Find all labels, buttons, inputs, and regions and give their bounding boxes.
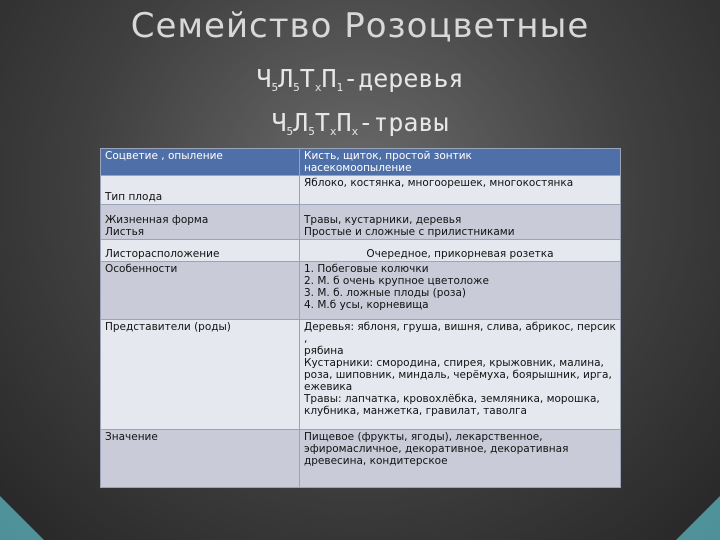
table-row <box>101 149 621 176</box>
value-line: Пищевое (фрукты, ягоды), лекарственное, <box>304 431 543 443</box>
value-line: 3. М. б. ложные плоды (роза) <box>304 287 466 299</box>
table-row <box>101 320 621 430</box>
label-line: Жизненная форма <box>105 214 209 226</box>
value-line: ежевика <box>304 381 353 393</box>
value-line: 2. М. б очень крупное цветоложе <box>304 275 489 287</box>
row-value: Очередное, прикорневая розетка <box>300 240 621 262</box>
family-characteristics-table <box>100 148 621 488</box>
row-label: Тип плода <box>101 176 300 205</box>
formula-symbol: Т <box>314 108 330 137</box>
decorative-corner-right <box>676 496 720 540</box>
table-row <box>101 240 621 262</box>
value-line: 4. М.б усы, корневища <box>304 299 429 311</box>
value-line: эфиромасличное, декоративное, декоративная <box>304 443 569 455</box>
table-row <box>101 176 621 205</box>
formula-symbol: Ч <box>271 108 287 137</box>
formula-symbol: П <box>321 64 337 93</box>
formula-index: 5 <box>308 125 315 138</box>
label-line: Листья <box>105 226 145 238</box>
formula-index: 5 <box>286 125 294 138</box>
row-value <box>300 430 621 488</box>
formula-symbol: П <box>336 108 352 137</box>
row-label: Соцветие , опыление <box>101 149 300 176</box>
formula-symbol: Л <box>278 64 294 93</box>
formula-suffix: -деревья <box>343 64 464 93</box>
formula-index: 5 <box>271 81 279 94</box>
value-line: Простые и сложные с прилистниками <box>304 226 515 238</box>
value-line: роза, шиповник, миндаль, черёмуха, боярышник, ирга, <box>304 369 612 381</box>
row-value <box>300 262 621 320</box>
formula-index: х <box>329 125 337 138</box>
row-label: Особенности <box>101 262 300 320</box>
formula-index: 5 <box>293 81 300 94</box>
table-row <box>101 430 621 488</box>
row-label: Значение <box>101 430 300 488</box>
table-row <box>101 262 621 320</box>
row-label: Листорасположение <box>101 240 300 262</box>
value-line: рябина <box>304 345 344 357</box>
value-line: Кисть, щиток, простой зонтик <box>304 150 472 162</box>
table-row <box>101 205 621 240</box>
formula-symbol: Т <box>299 64 315 93</box>
row-value <box>300 205 621 240</box>
formula-trees <box>0 64 720 94</box>
formula-index: х <box>351 125 359 138</box>
value-line: Кустарники: смородина, спирея, крыжовник, малина, <box>304 357 604 369</box>
formula-symbol: Ч <box>256 64 272 93</box>
row-value <box>300 320 621 430</box>
value-line: клубника, манжетка, гравилат, таволга <box>304 405 527 417</box>
row-value <box>300 149 621 176</box>
value-line: древесина, кондитерское <box>304 455 448 467</box>
value-line: 1. Побеговые колючки <box>304 263 429 275</box>
formula-symbol: Л <box>293 108 309 137</box>
formula-herbs <box>0 108 720 138</box>
formula-index: х <box>314 81 322 94</box>
row-value: Яблоко, костянка, многоорешек, многокостянка <box>300 176 621 205</box>
row-label: Представители (роды) <box>101 320 300 430</box>
value-line: Травы: лапчатка, кровохлёбка, земляника, морошка, <box>304 393 600 405</box>
value-line: насекомоопыление <box>304 162 412 174</box>
formula-index: 1 <box>336 81 344 94</box>
slide-title: Семейство Розоцветные <box>130 6 590 46</box>
value-line: Деревья: яблоня, груша, вишня, слива, абрикос, персик , <box>304 321 616 345</box>
value-line: Травы, кустарники, деревья <box>304 214 462 226</box>
decorative-corner-left <box>0 496 44 540</box>
formula-suffix: -травы <box>358 108 449 137</box>
row-label <box>101 205 300 240</box>
